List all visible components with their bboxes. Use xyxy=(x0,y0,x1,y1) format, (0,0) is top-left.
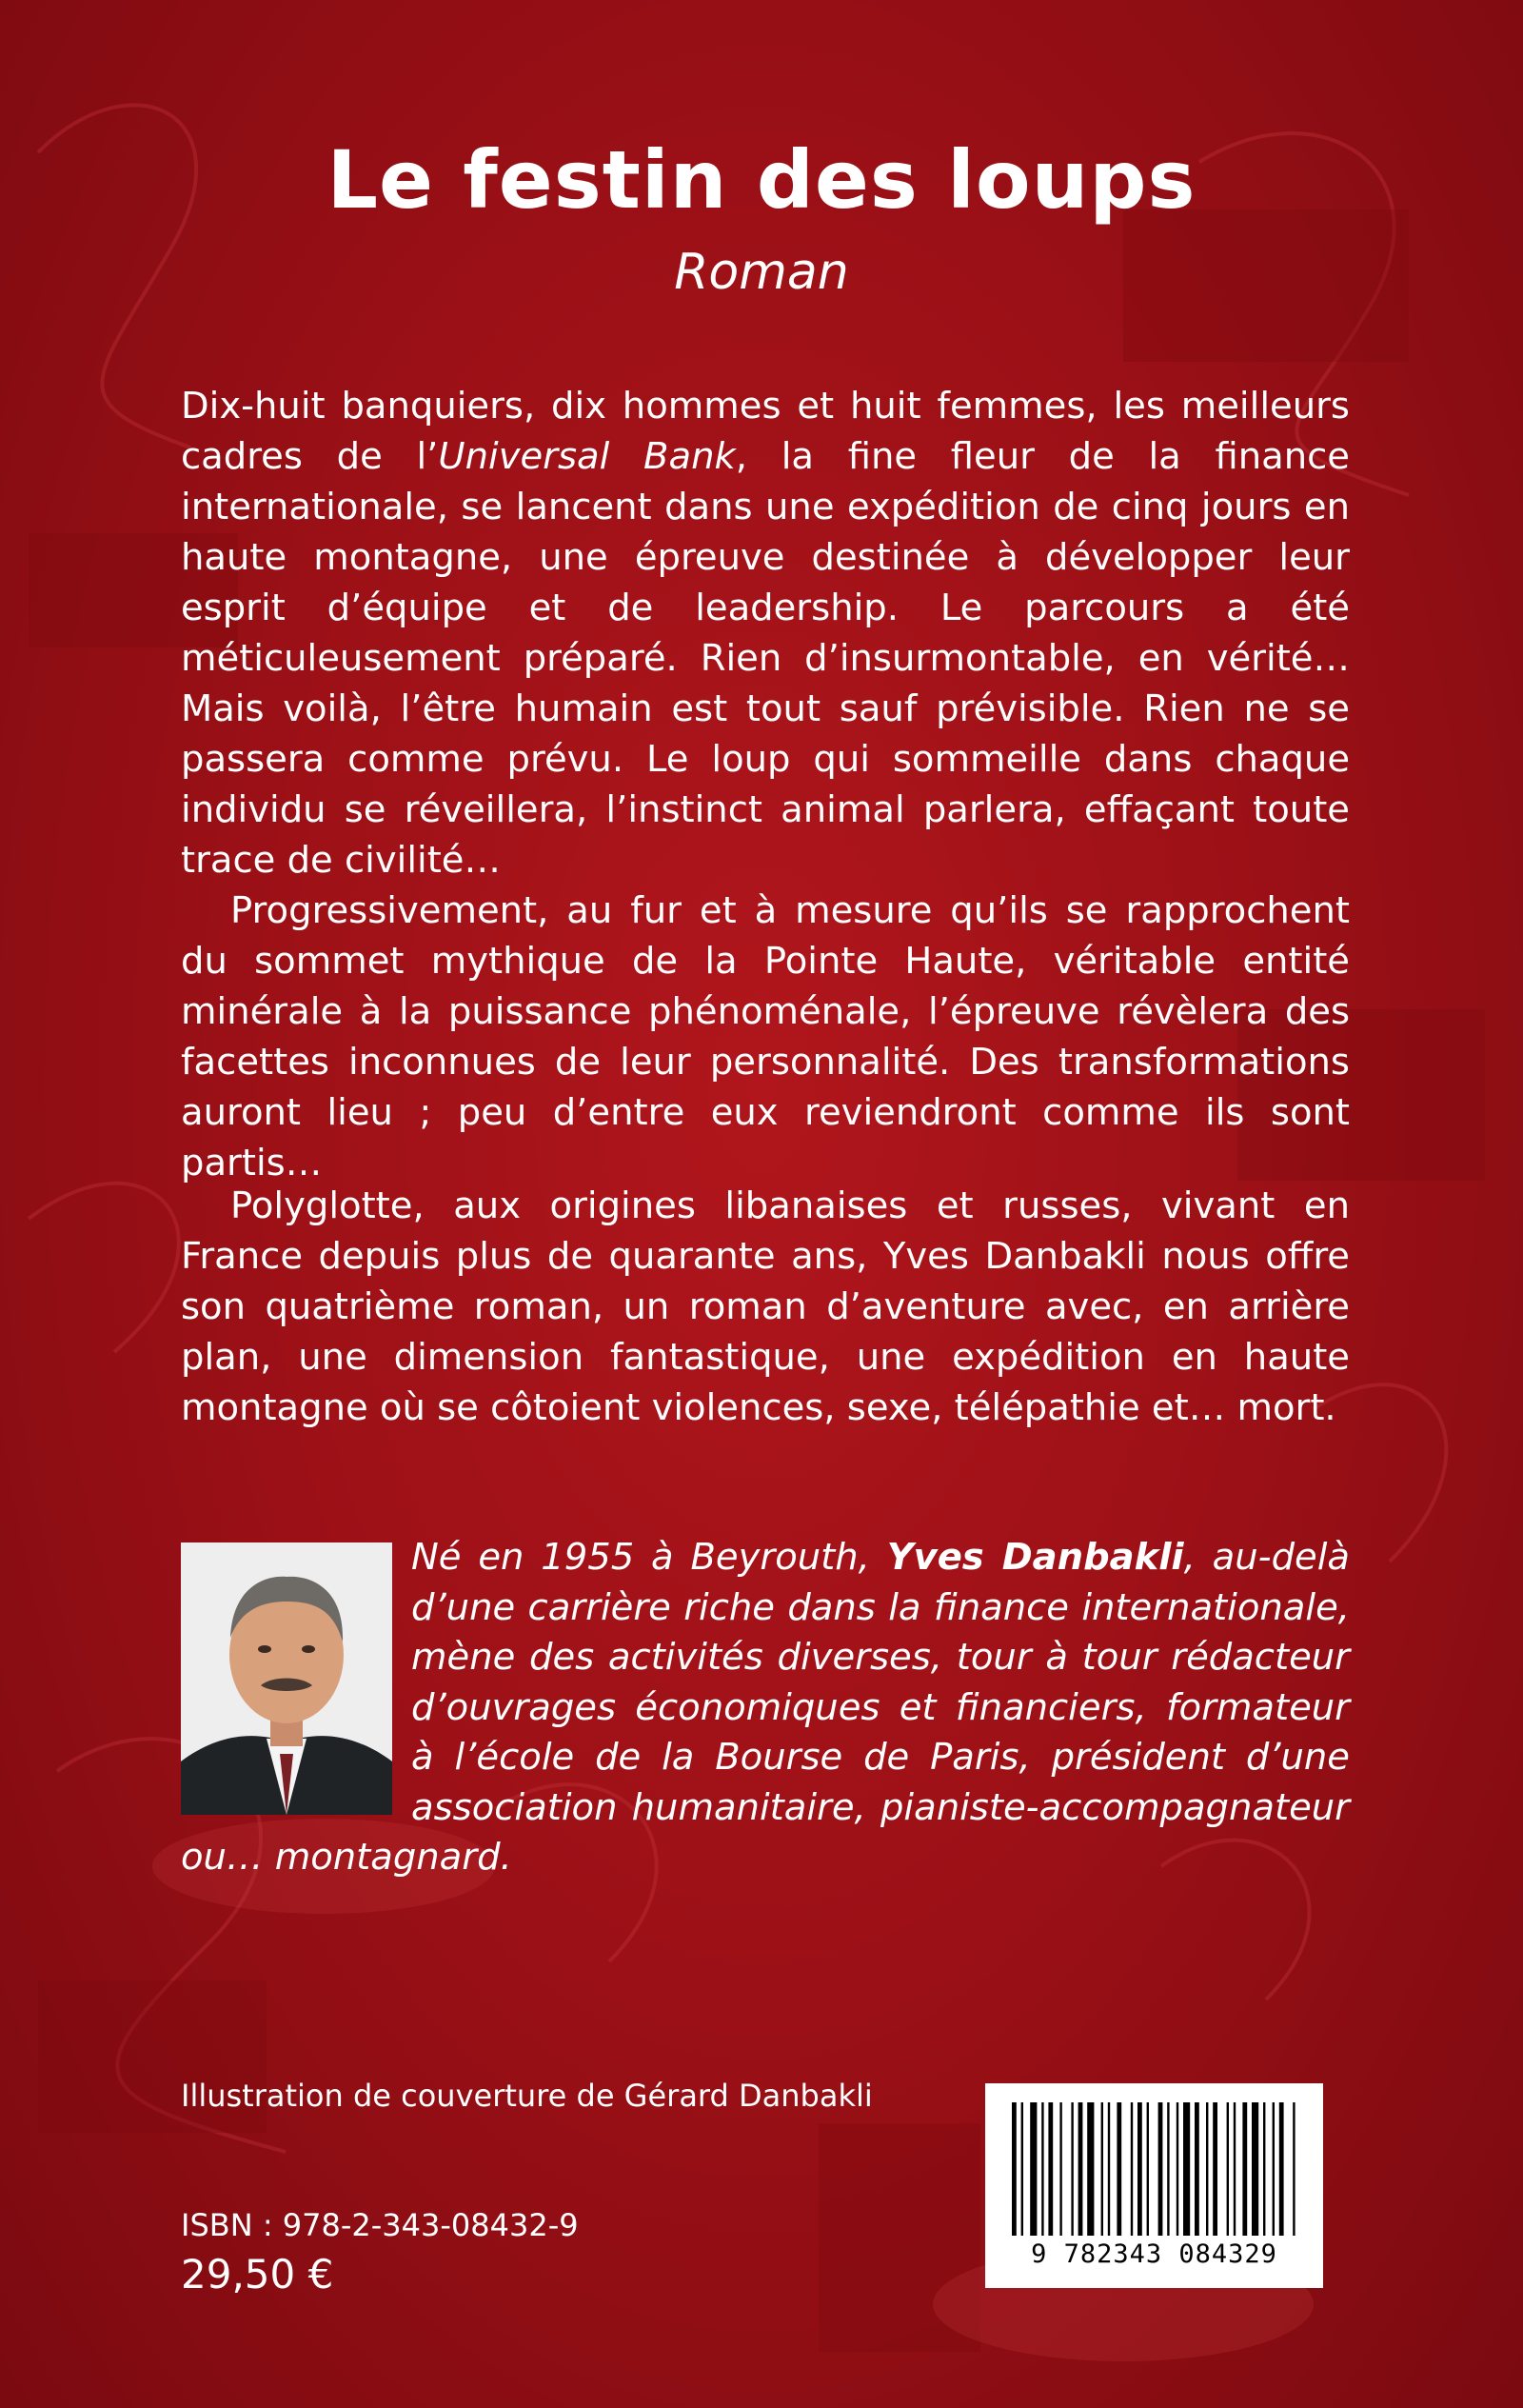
barcode xyxy=(985,2083,1323,2288)
barcode-bar xyxy=(1206,2102,1208,2236)
barcode-bar xyxy=(1242,2102,1247,2236)
isbn: ISBN : 978-2-343-08432-9 xyxy=(181,2207,579,2243)
author-bio xyxy=(181,1533,1350,1883)
barcode-bar xyxy=(1131,2102,1133,2236)
barcode-bar xyxy=(1048,2102,1053,2236)
barcode-bar xyxy=(1234,2102,1236,2236)
barcode-bar xyxy=(1293,2102,1295,2236)
blurb-p1-end: , la fine fleur de la finance internationale, se lancent dans une expédition de cinq jours en haute montagne, une épreuve destinée à développer leur esprit d’équipe et de leadership. Le parcours a été méticuleusement préparé. Rien d’insurmontable, en vérité… Mais voilà, l’être humain est tout sauf prévisible. Rien ne se passera comme prévu. Le loup qui sommeille dans chaque individu se réveillera, l’instinct animal parlera, effaçant toute trace de civilité… xyxy=(181,435,1350,882)
blurb-paragraph-3: Polyglotte, aux origines libanaises et russes, vivant en France depuis plus de quarante ans, Yves Danbakli nous offre son quatrième roman, un roman d’aventure avec, en arrière plan, une dimension fantastique, une expédition en haute montagne où se côtoient violences, sexe, télépathie et… mort. xyxy=(181,1184,1350,1429)
barcode-bar xyxy=(1021,2102,1023,2236)
book-title: Le festin des loups xyxy=(326,133,1197,227)
blurb-synopsis xyxy=(181,381,1350,1188)
barcode-bar xyxy=(1117,2102,1121,2236)
barcode-bar xyxy=(1279,2102,1284,2236)
barcode-bar xyxy=(1167,2102,1169,2236)
barcode-bar xyxy=(1252,2102,1258,2236)
photo-spacer xyxy=(181,1533,411,1828)
barcode-bar xyxy=(1041,2102,1043,2236)
blurb-p1-start: Dix-huit banquiers, dix hommes et huit femmes, les meilleurs cadres de l’ xyxy=(181,385,1350,478)
barcode-digits: 9 782343 084329 xyxy=(1031,2239,1277,2269)
barcode-bar xyxy=(1273,2102,1275,2236)
blurb-paragraph-1 xyxy=(181,381,1350,886)
price: 29,50 € xyxy=(181,2251,334,2298)
author-name: Yves Danbakli xyxy=(886,1536,1184,1579)
book-subtitle: Roman xyxy=(674,244,849,301)
blurb-paragraph-2: Progressivement, au fur et à mesure qu’ils se rapprochent du sommet mythique de la Pointe Haute, véritable entité minérale à la puissance phénoménale, l’épreuve révèlera des facettes inconnues de leur personnalité. Des transformations auront lieu ; peu d’entre eux reviendront comme ils sont partis… xyxy=(181,889,1350,1184)
bio-text-end: , au-delà d’une carrière riche dans la finance internationale, mène des activités diverses, tour à tour rédacteur d’ouvrages économiques et financiers, formateur à l’école de la Bourse de Paris, président d’une association humanitaire, pianiste-accompagnateur ou… montagnard. xyxy=(181,1536,1350,1879)
barcode-bar xyxy=(1263,2102,1265,2236)
barcode-bar xyxy=(1012,2102,1017,2236)
barcode-bar xyxy=(1195,2102,1199,2236)
barcode-bar xyxy=(1030,2102,1037,2236)
bank-name: Universal Bank xyxy=(438,435,736,478)
barcode-bar xyxy=(1087,2102,1094,2236)
barcode-bar xyxy=(1078,2102,1083,2236)
barcode-bar xyxy=(1059,2102,1061,2236)
barcode-bar xyxy=(1147,2102,1149,2236)
blurb-author-summary xyxy=(181,1181,1350,1433)
barcode-bar xyxy=(1158,2102,1163,2236)
barcode-bar xyxy=(1137,2102,1142,2236)
barcode-bar xyxy=(1177,2102,1178,2236)
illustration-credit: Illustration de couverture de Gérard Danbakli xyxy=(181,2078,873,2114)
barcode-bar xyxy=(1227,2102,1229,2236)
barcode-bar xyxy=(1108,2102,1110,2236)
bio-text-start: Né en 1955 à Beyrouth, xyxy=(411,1536,887,1579)
barcode-bar xyxy=(1071,2102,1073,2236)
barcode-bar xyxy=(1183,2102,1190,2236)
barcode-bar xyxy=(1101,2102,1103,2236)
barcode-bar xyxy=(1213,2102,1217,2236)
